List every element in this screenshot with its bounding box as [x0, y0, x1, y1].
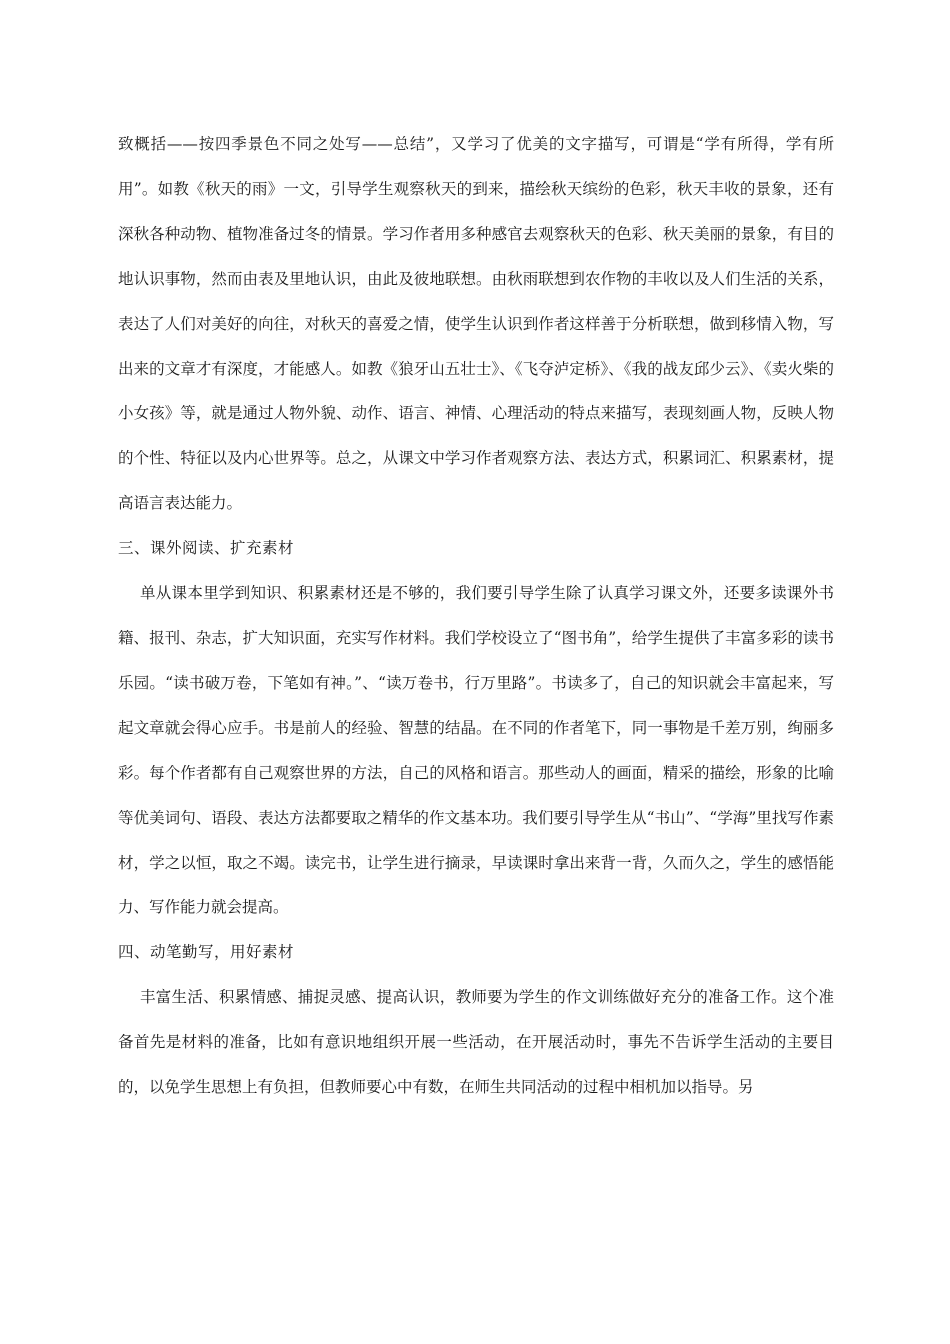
section-heading-diligent-writing: 四、动笔勤写，用好素材 — [118, 943, 295, 962]
paragraph-diligent-writing: 丰富生活、积累情感、捕捉灵感、提高认识，教师要为学生的作文训练做好充分的准备工作。这个准备首先是材料的准备，比如有意识地组织开展一些活动，在开展活动时，事先不告诉学生活动的主要目的，以免学生思想上有负担，但教师要心中有数，在师生共同活动的过程中相机加以指导。另 — [118, 988, 834, 1097]
document-body — [118, 122, 834, 1110]
section-heading-extracurricular-reading: 三、课外阅读、扩充素材 — [118, 539, 295, 558]
paragraph-observation-methods: 致概括——按四季景色不同之处写——总结”，又学习了优美的文字描写，可谓是“学有所得，学有所用”。如教《秋天的雨》一文，引导学生观察秋天的到来，描绘秋天缤纷的色彩，秋天丰收的景象，还有深秋各种动物、植物准备过冬的情景。学习作者用多种感官去观察秋天的色彩、秋天美丽的景象，有目的地认识事物，然而由表及里地认识，由此及彼地联想。由秋雨联想到农作物的丰收以及人们生活的关系，表达了人们对美好的向往，对秋天的喜爱之情，使学生认识到作者这样善于分析联想，做到移情入物，写出来的文章才有深度，才能感人。如教《狼牙山五壮士》、《飞夺泸定桥》、《我的战友邱少云》、《卖火柴的小女孩》等，就是通过人物外貌、动作、语言、神情、心理活动的特点来描写，表现刻画人物，反映人物的个性、特征以及内心世界等。总之，从课文中学习作者观察方法、表达方式，积累词汇、积累素材，提高语言表达能力。 — [118, 135, 834, 513]
paragraph-extracurricular-reading: 单从课本里学到知识、积累素材还是不够的，我们要引导学生除了认真学习课文外，还要多读课外书籍、报刊、杂志，扩大知识面，充实写作材料。我们学校设立了“图书角”，给学生提供了丰富多彩的读书乐园。“读书破万卷，下笔如有神。”、“读万卷书，行万里路”。书读多了，自己的知识就会丰富起来，写起文章就会得心应手。书是前人的经验、智慧的结晶。在不同的作者笔下，同一事物是千差万别，绚丽多彩。每个作者都有自己观察世界的方法，自己的风格和语言。那些动人的画面，精采的描绘，形象的比喻等优美词句、语段、表达方法都要取之精华的作文基本功。我们要引导学生从“书山”、“学海”里找写作素材，学之以恒，取之不竭。读完书，让学生进行摘录，早读课时拿出来背一背，久而久之，学生的感悟能力、写作能力就会提高。 — [118, 584, 834, 917]
